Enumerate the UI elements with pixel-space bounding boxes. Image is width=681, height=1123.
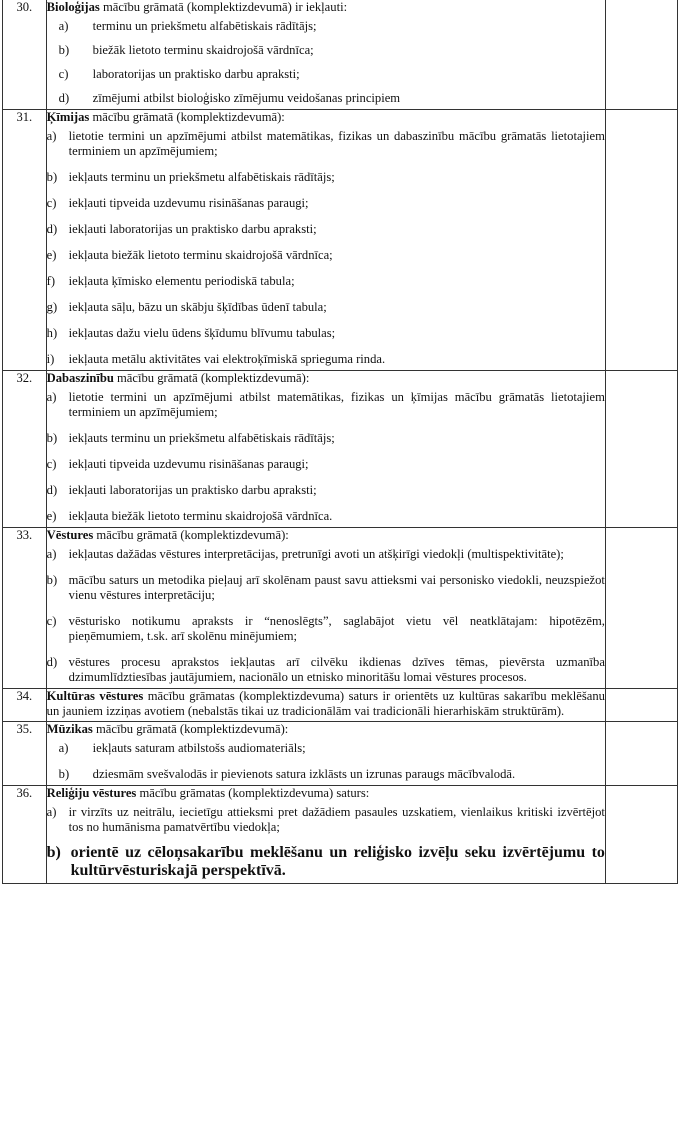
- criteria-table: [2, 0, 678, 884]
- criterion-item: [47, 43, 605, 58]
- item-label: i): [46, 352, 55, 366]
- criterion-body: [46, 0, 605, 110]
- criterion-item: [47, 655, 605, 685]
- item-label: b): [46, 573, 58, 587]
- item-label: b): [46, 844, 61, 861]
- criterion-heading: [47, 371, 605, 386]
- item-label: h): [46, 326, 58, 340]
- item-label: c): [46, 614, 57, 628]
- item-label: b): [58, 767, 70, 781]
- criterion-heading-text: mācību grāmatā (komplektizdevumā):: [89, 110, 285, 124]
- criterion-row: [3, 0, 678, 110]
- criterion-item: [47, 741, 605, 756]
- item-label: c): [46, 457, 57, 471]
- item-label: d): [46, 655, 58, 669]
- subject-name: Reliģiju vēstures: [46, 786, 137, 800]
- criterion-item: [47, 805, 605, 835]
- item-text: vēstures procesu aprakstos iekļautas arī cilvēku ikdienas dzīves tēmas, pievērsta uzmanība dzimumlīdztiesības jautājumiem, nacionālo un etnisko minoritāšu lomai vēstures procesos.: [68, 655, 605, 684]
- item-text: iekļauts terminu un priekšmetu alfabētiskais rādītājs;: [68, 431, 335, 445]
- criterion-item: [47, 457, 605, 472]
- criterion-number: 31.: [3, 110, 47, 371]
- item-label: b): [46, 170, 58, 184]
- item-label: d): [46, 483, 58, 497]
- item-text: orientē uz cēloņsakarību meklēšanu un reliģisko izvēļu seku izvērtējumu to kultūrvēsturiskajā perspektīvā.: [70, 844, 605, 879]
- item-text: laboratorijas un praktisko darbu apraksti;: [92, 67, 300, 81]
- criterion-item: [47, 844, 605, 880]
- item-label: e): [46, 509, 57, 523]
- criterion-item: [47, 248, 605, 263]
- subject-name: Dabaszinību: [46, 371, 114, 385]
- item-text: lietotie termini un apzīmējumi atbilst matemātikas, fizikas un dabaszinību mācību grāmatās lietotajiem terminiem un apzīmējumiem;: [68, 129, 605, 158]
- criterion-item: [47, 431, 605, 446]
- assessment-cell: [605, 0, 677, 110]
- criterion-body: [46, 110, 605, 371]
- assessment-cell: [605, 689, 677, 722]
- criterion-item: [47, 19, 605, 34]
- criterion-body: [46, 528, 605, 689]
- criterion-item: [47, 573, 605, 603]
- item-label: a): [46, 129, 57, 143]
- subject-name: Ķīmijas: [46, 110, 90, 124]
- item-text: terminu un priekšmetu alfabētiskais rādītājs;: [92, 19, 317, 33]
- criterion-heading-text: mācību grāmatā (komplektizdevumā):: [93, 528, 289, 542]
- item-label: a): [46, 390, 57, 404]
- criterion-row: [3, 110, 678, 371]
- criterion-item: [47, 390, 605, 420]
- criterion-heading: [47, 110, 605, 125]
- criterion-heading-text: mācību grāmatas (komplektizdevuma) saturs:: [136, 786, 370, 800]
- item-text: iekļauta metālu aktivitātes vai elektroķīmiskā sprieguma rinda.: [68, 352, 386, 366]
- criterion-item-list: [47, 390, 605, 524]
- criterion-item: [47, 483, 605, 498]
- criterion-row: [3, 371, 678, 528]
- criterion-number: 36.: [3, 786, 47, 884]
- criterion-item: [47, 614, 605, 644]
- criterion-body: [46, 722, 605, 786]
- item-text: biežāk lietoto terminu skaidrojošā vārdnīca;: [92, 43, 314, 57]
- item-text: iekļauta biežāk lietoto terminu skaidrojošā vārdnīca;: [68, 248, 333, 262]
- item-text: iekļauta ķīmisko elementu periodiskā tabula;: [68, 274, 295, 288]
- item-text: vēsturisko notikumu apraksts ir “nenoslēgts”, saglabājot vietu vēl neatklātajam: hipotēzēm, pieņēmumiem, t.sk. arī skolēnu minējumiem;: [68, 614, 605, 643]
- assessment-cell: [605, 371, 677, 528]
- criterion-number: 30.: [3, 0, 47, 110]
- criterion-item: [47, 547, 605, 562]
- criterion-item-list: [47, 547, 605, 685]
- criterion-item: [47, 170, 605, 185]
- criterion-heading: [47, 689, 605, 719]
- criterion-heading-text: mācību grāmatā (komplektizdevumā):: [113, 371, 310, 385]
- criterion-item-list: [47, 19, 605, 106]
- item-text: dziesmām svešvalodās ir pievienots satura izklāsts un izrunas paraugs mācībvalodā.: [92, 767, 516, 781]
- criterion-item: [47, 767, 605, 782]
- criterion-heading: [47, 722, 605, 737]
- item-text: mācību saturs un metodika pieļauj arī skolēnam paust savu attieksmi vai personisko viedokli, neuzspiežot vienu vēstures interpretāciju;: [68, 573, 605, 602]
- criterion-item: [47, 129, 605, 159]
- item-text: iekļauti laboratorijas un praktisko darbu apraksti;: [68, 483, 317, 497]
- criterion-heading: [47, 528, 605, 543]
- item-text: iekļauti laboratorijas un praktisko darbu apraksti;: [68, 222, 317, 236]
- item-text: iekļauts terminu un priekšmetu alfabētiskais rādītājs;: [68, 170, 335, 184]
- criterion-item: [47, 352, 605, 367]
- item-label: a): [46, 547, 57, 561]
- subject-name: Mūzikas: [46, 722, 93, 736]
- item-label: a): [58, 19, 69, 33]
- criterion-body: [46, 786, 605, 884]
- criterion-heading: [47, 0, 605, 15]
- subject-name: Vēstures: [46, 528, 94, 542]
- criterion-item-list: [47, 741, 605, 782]
- criterion-number: 32.: [3, 371, 47, 528]
- item-text: iekļauti tipveida uzdevumu risināšanas paraugi;: [68, 457, 309, 471]
- item-label: d): [58, 91, 70, 105]
- item-text: iekļautas dažādas vēstures interpretācijas, pretrunīgi avoti un atšķirīgi viedokļi (multispektivitāte);: [68, 547, 564, 561]
- item-text: iekļautas dažu vielu ūdens šķīdumu blīvumu tabulas;: [68, 326, 336, 340]
- criterion-number: 34.: [3, 689, 47, 722]
- item-text: zīmējumi atbilst bioloģisko zīmējumu veidošanas principiem: [92, 91, 401, 105]
- subject-name: Kultūras vēstures: [46, 689, 144, 703]
- criterion-item: [47, 91, 605, 106]
- criterion-item-list: [47, 805, 605, 880]
- criterion-body: [46, 689, 605, 722]
- criterion-row: [3, 722, 678, 786]
- criterion-number: 33.: [3, 528, 47, 689]
- item-label: a): [46, 805, 57, 819]
- item-label: c): [58, 67, 69, 81]
- criterion-item-list: [47, 129, 605, 367]
- assessment-cell: [605, 722, 677, 786]
- item-label: a): [58, 741, 69, 755]
- item-text: iekļauti tipveida uzdevumu risināšanas paraugi;: [68, 196, 309, 210]
- item-label: c): [46, 196, 57, 210]
- item-label: e): [46, 248, 57, 262]
- item-label: f): [46, 274, 56, 288]
- subject-name: Bioloģijas: [46, 0, 100, 14]
- item-label: b): [46, 431, 58, 445]
- criterion-item: [47, 300, 605, 315]
- criterion-heading-text: mācību grāmatas (komplektizdevuma) saturs ir orientēts uz kultūras sakarību meklēšanu un jauniem izziņas avotiem (nebalstās tikai uz tradicionālām vai tradicionāli hierarhiskām struktūrām).: [46, 689, 605, 718]
- criterion-item: [47, 274, 605, 289]
- criterion-row: [3, 528, 678, 689]
- item-text: lietotie termini un apzīmējumi atbilst matemātikas, fizikas un ķīmijas mācību grāmatās lietotajiem terminiem un apzīmējumiem;: [68, 390, 605, 419]
- assessment-cell: [605, 110, 677, 371]
- criterion-body: [46, 371, 605, 528]
- item-label: g): [46, 300, 58, 314]
- criterion-row: [3, 689, 678, 722]
- item-text: iekļauta sāļu, bāzu un skābju šķīdības ūdenī tabula;: [68, 300, 327, 314]
- criterion-number: 35.: [3, 722, 47, 786]
- criterion-item: [47, 326, 605, 341]
- assessment-cell: [605, 528, 677, 689]
- item-text: ir virzīts uz neitrālu, iecietīgu attieksmi pret dažādiem pasaules uzskatiem, vienlaikus kritiski izvērtējot tos no humānisma pamatvērtību viedokļa;: [68, 805, 605, 834]
- criterion-heading: [47, 786, 605, 801]
- criterion-item: [47, 222, 605, 237]
- item-label: b): [58, 43, 70, 57]
- criterion-item: [47, 67, 605, 82]
- criterion-item: [47, 196, 605, 211]
- criterion-item: [47, 509, 605, 524]
- item-text: iekļauts saturam atbilstošs audiomateriāls;: [92, 741, 306, 755]
- item-label: d): [46, 222, 58, 236]
- criterion-heading-text: mācību grāmatā (komplektizdevumā):: [92, 722, 289, 736]
- criterion-row: [3, 786, 678, 884]
- assessment-cell: [605, 786, 677, 884]
- criteria-table-body: [3, 0, 678, 884]
- criterion-heading-text: mācību grāmatā (komplektizdevumā) ir iekļauti:: [99, 0, 348, 14]
- item-text: iekļauta biežāk lietoto terminu skaidrojošā vārdnīca.: [68, 509, 333, 523]
